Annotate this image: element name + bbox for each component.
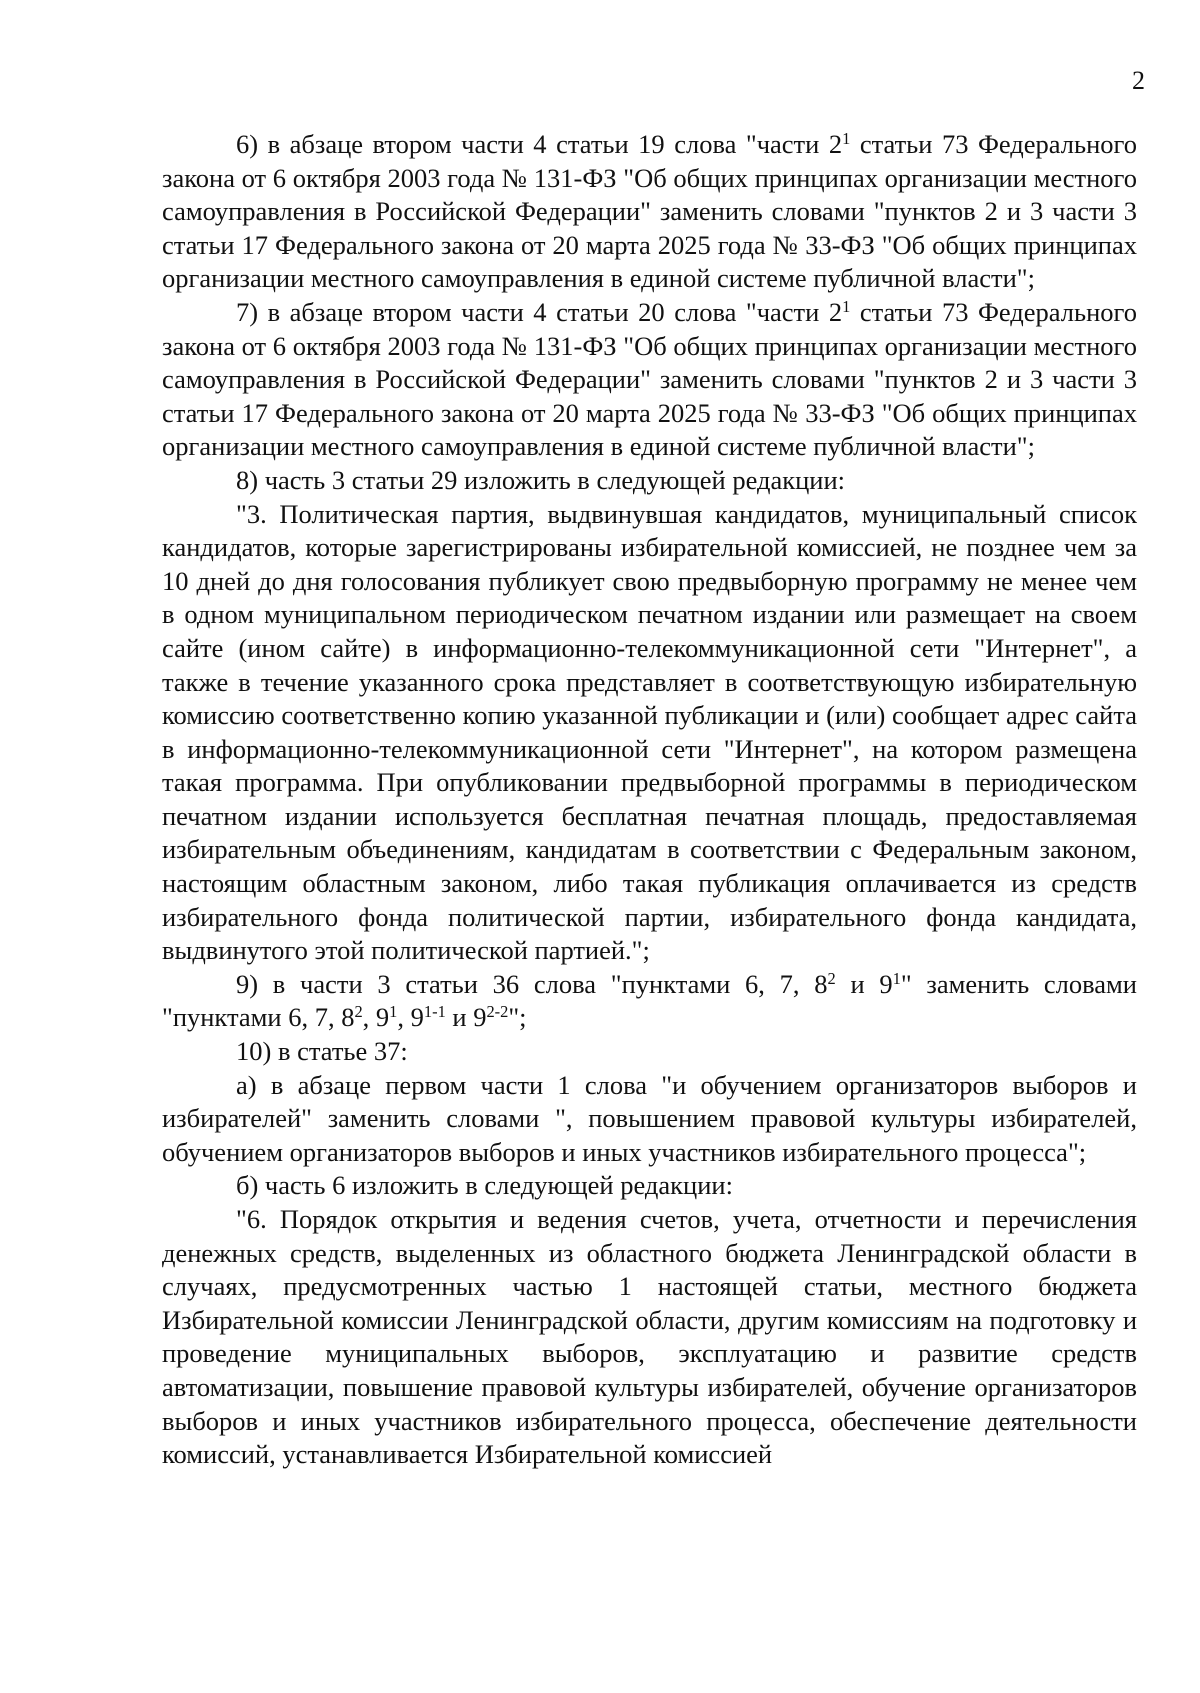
paragraph-article-37-part-6-text — [162, 1203, 1137, 1472]
text-run: "6. Порядок открытия и ведения счетов, учета, отчетности и перечисления денежных средств, выделенных из областного бюджета Ленинградской области в случаях, предусмотренных частью 1 настоящей статьи, местного бюджета Избирательной комиссии Ленинградской области, другим комиссиям на подготовку и проведение муниципальных выборов, эксплуатацию и развитие средств автоматизации, повышение правовой культуры избирателей, обучение организаторов выборов и иных участников избирательного процесса, обеспечение деятельности комиссий, устанавливается Избирательной комиссией — [162, 1204, 1137, 1470]
paragraph-item-10 — [162, 1035, 1137, 1069]
text-run: "; — [508, 1002, 527, 1033]
paragraph-item-9 — [162, 968, 1137, 1035]
text-run: 10) в статье 37: — [236, 1036, 408, 1067]
superscript: 2 — [827, 968, 836, 988]
text-run: 9) в части 3 статьи 36 слова "пунктами 6, 7, 8 — [236, 968, 828, 999]
text-run: 7) в абзаце втором части 4 статьи 20 слова "части 2 — [236, 296, 843, 327]
superscript: 1-1 — [423, 1002, 446, 1022]
text-run: , 9 — [362, 1002, 390, 1033]
text-run: и 9 — [835, 968, 893, 999]
paragraph-item-6 — [162, 128, 1137, 296]
document-body — [162, 128, 1137, 1472]
paragraph-item-10a — [162, 1069, 1137, 1170]
superscript: 1 — [389, 1002, 398, 1022]
superscript: 1 — [842, 296, 851, 316]
text-run: "3. Политическая партия, выдвинувшая кандидатов, муниципальный список кандидатов, которые зарегистрированы избирательной комиссией, не позднее чем за 10 дней до дня голосования публикует свою предвыборную программу не менее чем в одном муниципальном периодическом печатном издании или размещает на своем сайте (ином сайте) в информационно-телекоммуникационной сети "Интернет", а также в течение указанного срока представляет в соответствующую избирательную комиссию соответственно копию указанной публикации и (или) сообщает адрес сайта в информационно-телекоммуникационной сети "Интернет", на котором размещена такая программа. При опубликовании предвыборной программы в периодическом печатном издании используется бесплатная печатная площадь, предоставляемая избирательным объединениям, кандидатам в соответствии с Федеральным законом, настоящим областным законом, либо такая публикация оплачивается из средств избирательного фонда политической партии, избирательного фонда кандидата, выдвинутого этой политической партией."; — [162, 498, 1137, 966]
text-run: 8) часть 3 статьи 29 изложить в следующей редакции: — [236, 464, 846, 495]
paragraph-article-29-part-3-text — [162, 498, 1137, 968]
text-run: статьи 73 Федерального закона от 6 октября 2003 года № 131-ФЗ "Об общих принципах организации местного самоуправления в Российской Федерации" заменить словами "пунктов 2 и 3 части 3 статьи 17 Федерального закона от 20 марта 2025 года № 33-ФЗ "Об общих принципах организации местного самоуправления в единой системе публичной власти"; — [162, 129, 1137, 294]
text-run: 6) в абзаце втором части 4 статьи 19 слова "части 2 — [236, 129, 843, 159]
text-run: статьи 73 Федерального закона от 6 октября 2003 года № 131-ФЗ "Об общих принципах организации местного самоуправления в Российской Федерации" заменить словами "пунктов 2 и 3 части 3 статьи 17 Федерального закона от 20 марта 2025 года № 33-ФЗ "Об общих принципах организации местного самоуправления в единой системе публичной власти"; — [162, 296, 1137, 462]
superscript: 2 — [354, 1002, 363, 1022]
paragraph-item-10b — [162, 1169, 1137, 1203]
page-number: 2 — [1132, 66, 1145, 95]
text-run: " заменить словами "пунктами 6, 7, 8 — [162, 968, 1137, 1033]
superscript: 1 — [842, 128, 851, 148]
text-run: а) в абзаце первом части 1 слова "и обучением организаторов выборов и избирателей" заменить словами ", повышением правовой культуры избирателей, обучением организаторов выборов и иных участников избирательного процесса"; — [162, 1069, 1137, 1167]
text-run: б) часть 6 изложить в следующей редакции: — [236, 1170, 733, 1201]
text-run: и 9 — [445, 1002, 487, 1033]
paragraph-item-8 — [162, 464, 1137, 498]
superscript: 2-2 — [486, 1002, 509, 1022]
superscript: 1 — [892, 968, 901, 988]
paragraph-item-7 — [162, 296, 1137, 464]
text-run: , 9 — [397, 1002, 424, 1033]
